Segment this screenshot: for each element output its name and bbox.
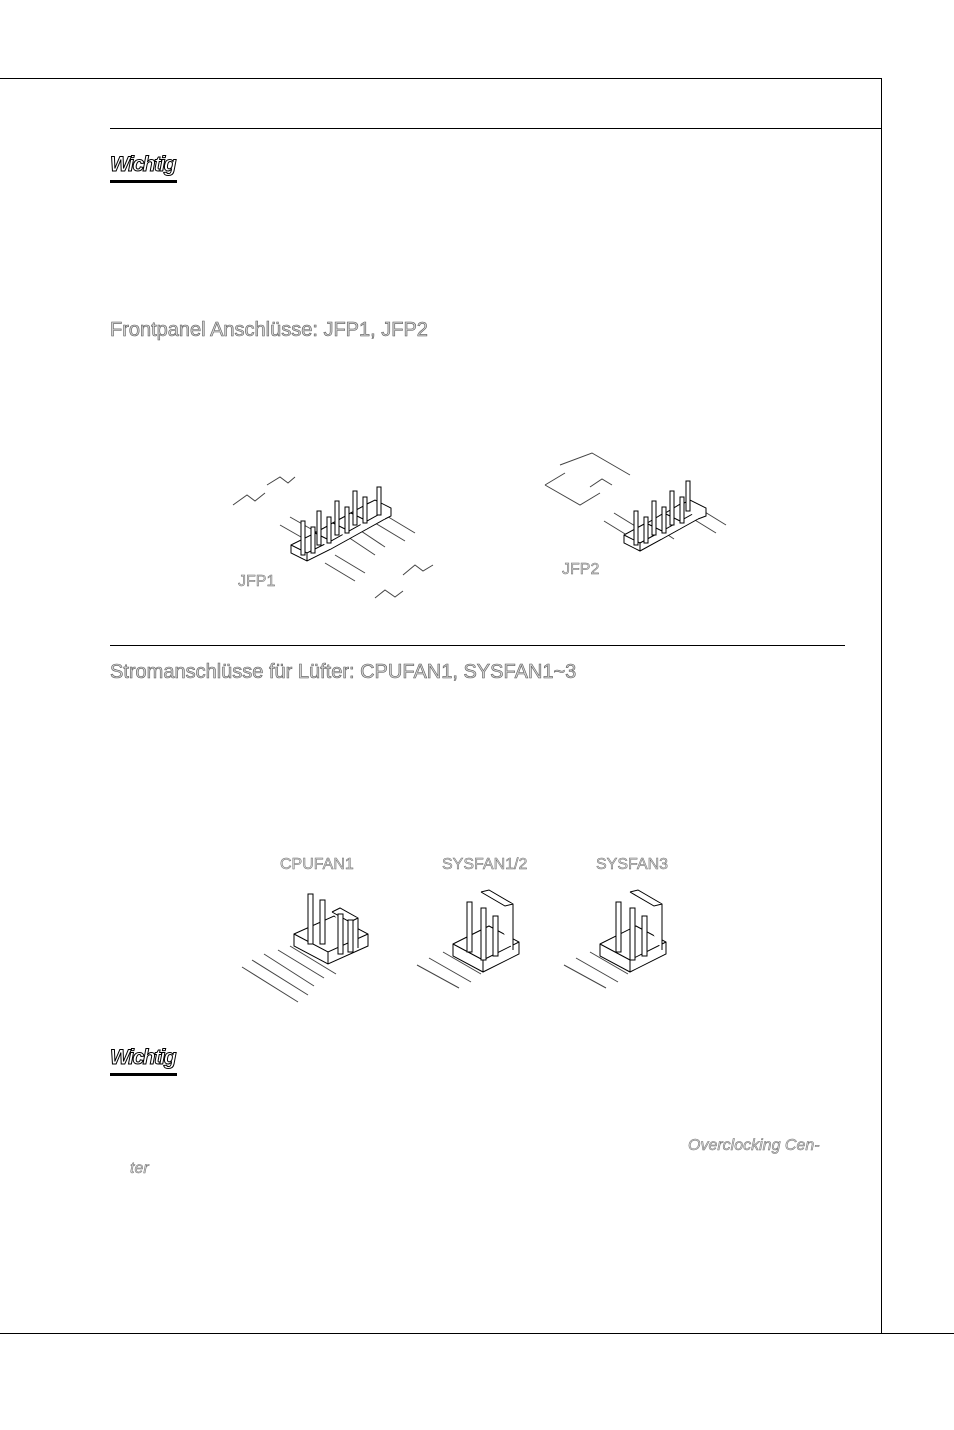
overclocking-center-note-line1: Overclocking Cen- bbox=[688, 1137, 820, 1154]
fan-power-title: Stromanschlüsse für Lüfter: CPUFAN1, SYSFAN1~3 bbox=[110, 661, 577, 683]
top-rule bbox=[0, 78, 882, 79]
right-margin-rule bbox=[881, 78, 882, 1334]
cpufan1-label: CPUFAN1 bbox=[280, 856, 354, 873]
jfp2-connector-diagram bbox=[540, 445, 740, 575]
sysfan3-connector-diagram bbox=[562, 890, 672, 990]
important-heading-1-underline bbox=[110, 180, 177, 183]
sysfan12-connector-diagram bbox=[415, 890, 525, 990]
sysfan12-label: SYSFAN1/2 bbox=[442, 856, 528, 873]
header-rule bbox=[110, 128, 882, 129]
overclocking-center-note-line2: ter bbox=[130, 1160, 149, 1177]
sysfan3-label: SYSFAN3 bbox=[596, 856, 669, 873]
jfp1-label: JFP1 bbox=[238, 573, 276, 590]
section-divider bbox=[110, 645, 845, 646]
front-panel-title: Frontpanel Anschlüsse: JFP1, JFP2 bbox=[110, 319, 428, 341]
important-heading-2 bbox=[110, 1047, 175, 1068]
bottom-rule bbox=[0, 1333, 954, 1334]
cpufan1-connector-diagram bbox=[240, 892, 375, 1007]
important-heading-1 bbox=[110, 154, 175, 175]
important-heading-1-text: Wichtig bbox=[110, 153, 176, 176]
jfp2-label: JFP2 bbox=[562, 561, 600, 578]
important-heading-2-text: Wichtig bbox=[110, 1046, 176, 1069]
important-heading-2-underline bbox=[110, 1073, 177, 1076]
